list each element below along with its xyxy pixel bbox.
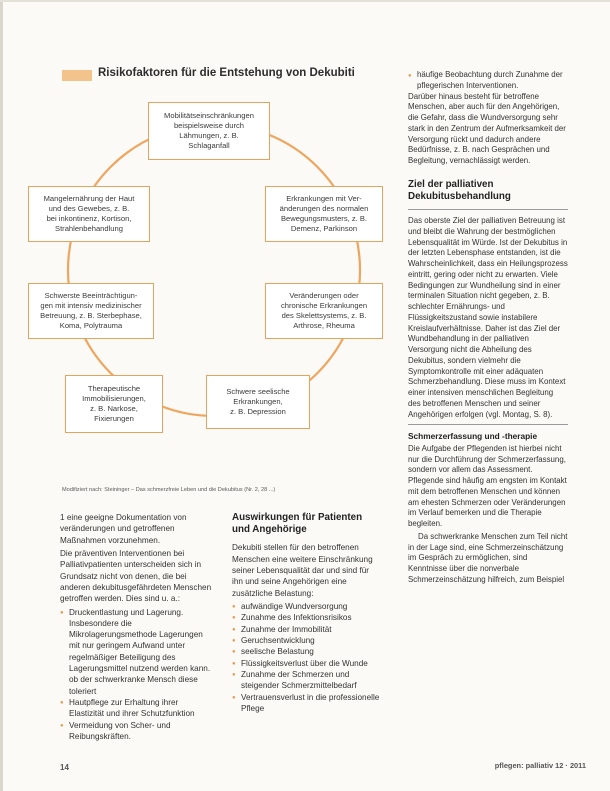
- right-paragraph-3: Die Aufgabe der Pflegenden ist hierbei nicht nur die Durchführung der Schmerzerfassung, sondern vor allem das Assessment. Pflegende sind häufig am engsten im Kontakt mit dem betroffenen Menschen und können am ehesten Schmerzen oder Veränderungen im Verlauf bemerken und die Therapie begleiten.: [408, 443, 567, 528]
- right-top-bullets: [408, 70, 568, 92]
- figure-caption: Modifiziert nach: Steininger – Das schmerzfreie Leben und die Dekubitus (Nr. 2, 28 ...): [62, 487, 276, 493]
- box-severe-impairments: Schwerste Beeinträchtigun- gen mit intensiv medizinischer Betreuung, z. B. Sterbephase, Koma, Polytrauma: [28, 283, 154, 339]
- left-bullet: ● Vermeidung von Scher- und Reibungskräften.: [60, 720, 212, 743]
- middle-bullet: ● aufwändige Wundversorgung: [232, 601, 380, 612]
- middle-bullet: ● seelische Belastung: [232, 646, 380, 657]
- right-subheading: Schmerzerfassung und -therapie: [408, 431, 538, 442]
- middle-bullet-list: [232, 601, 380, 714]
- box-skeletal-disease: Veränderungen oder chronische Erkrankungen des Skelettsystems, z. B. Arthrose, Rheuma: [265, 283, 383, 339]
- right-paragraph-4: Da schwerkranke Menschen zum Teil nicht in der Lage sind, eine Schmerzeinschätzung im Gespräch zu ermöglichen, sind Kenntnisse über die nonverbale Schmerzeinschätzung hilfreich, zum Beispiel: [408, 531, 568, 584]
- journal-footer: pflegen: palliativ 12 · 2011: [494, 761, 586, 770]
- figure-title: Risikofaktoren für die Entstehung von Dekubiti: [98, 67, 355, 79]
- box-therapeutic-immobilisation: Therapeutische Immobilisierungen, z. B. Narkose, Fixierungen: [65, 375, 163, 433]
- cycle-ring: [68, 124, 360, 416]
- box-malnutrition: Mangelernährung der Haut und des Gewebes, z. B. bei inkontinenz, Kortison, Strahlenbehandlung: [28, 186, 150, 242]
- middle-paragraph: Dekubiti stellen für den betroffenen Menschen eine weitere Einschränkung seiner Lebensqualität dar und sind für ihn und seine Angehörigen eine zusätzliche Belastung:: [232, 543, 373, 598]
- left-bullet-list: [60, 607, 212, 743]
- box-mobility: Mobilitätseinschränkungen beispielsweise durch Lähmungen, z. B. Schlaganfall: [148, 102, 270, 160]
- middle-heading: Auswirkungen für Patienten und Angehörige: [232, 512, 363, 536]
- left-bullet: ● Druckentlastung und Lagerung. Insbesondere die Mikrolagerungsmethode Lagerungen mit nur geringem Aufwand unter regelmäßiger Beteiligung des Lagerungsmittel nutzend werden kann. ob der schwerkranke Mensch diese toleriert: [60, 607, 212, 698]
- middle-bullet: ● Vertrauensverlust in die professionelle Pflege: [232, 692, 380, 715]
- middle-bullet: ● Zunahme der Immobilität: [232, 624, 380, 635]
- right-column: [408, 70, 568, 588]
- left-intro-tail: 1 eine geeigne Dokumentation von veränderungen und getroffenen Maßnahmen vorzunehmen.: [60, 513, 187, 545]
- right-heading: Ziel der palliativen Dekubitusbehandlung: [408, 178, 511, 202]
- right-paragraph-1: Darüber hinaus besteht für betroffene Menschen, aber auch für den Angehörigen, die Gefahr, dass die Wundversorgung sehr stark in den Zentrum der Aufmerksamkeit der Versorgung rückt und dadurch andere Bedürfnisse, z. B. nach Gesprächen und Begleitung, vernachlässigt werden.: [408, 91, 566, 165]
- heading-rule: [408, 209, 568, 210]
- middle-bullet: ● Geruchsentwicklung: [232, 635, 380, 646]
- middle-bullet: ● Zunahme der Schmerzen und steigender Schmerzmittelbedarf: [232, 669, 380, 692]
- middle-bullet: ● Zunahme des Infektionsrisikos: [232, 612, 380, 623]
- middle-bullet: ● Flüssigkeitsverlust über die Wunde: [232, 658, 380, 669]
- middle-column: [232, 512, 380, 714]
- box-movement-disorders: Erkrankungen mit Ver- änderungen des normalen Bewegungsmusters, z. B. Demenz, Parkinson: [265, 186, 383, 242]
- right-bullet: ● häufige Beobachtung durch Zunahme der pflegerischen Interventionen.: [408, 70, 568, 92]
- box-mental-illness: Schwere seelische Erkrankungen, z. B. Depression: [206, 375, 310, 429]
- right-paragraph-2: Das oberste Ziel der palliativen Betreuung ist und bleibt die Wahrung der bestmöglichen Lebensqualität im Würde. Ist der Dekubitus in der letzten Lebensphase entstanden, ist die Wahrscheinlichkeit, dass ein Heilungsprozess eintritt, gering oder nicht zu erwarten. Viele Bedingungen zur Wundheilung sind in einer terminalen Situation nicht gegeben, z. B. schlechter Ernährungs- und Flüssigkeitszustand sowie instabilere Kreislaufverhältnisse. Daher ist das Ziel der Wundbehandlung in der palliativen Versorgung nicht die Abheilung des Dekubitus, sondern vielmehr die Symptomkontrolle mit einer adäquaten Schmerzbehandlung. Diese muss im Kontext einer intensiven menschlichen Begleitung des betroffenen Menschen und seiner Angehörigen erfolgen (vgl. Montag, S. 8).: [408, 216, 568, 419]
- left-bullet: ● Hautpflege zur Erhaltung ihrer Elastizität und ihrer Schutzfunktion: [60, 697, 212, 720]
- subheading-rule: [408, 424, 568, 425]
- left-paragraph: Die präventiven Interventionen bei Palliativpatienten unterscheiden sich in Grundsatz nicht von denen, die bei anderen dekubitusgefährdeten Menschen getroffen werden. Dies sind u. a.:: [60, 548, 212, 604]
- left-column: [60, 512, 212, 742]
- page-number: 14: [60, 763, 69, 772]
